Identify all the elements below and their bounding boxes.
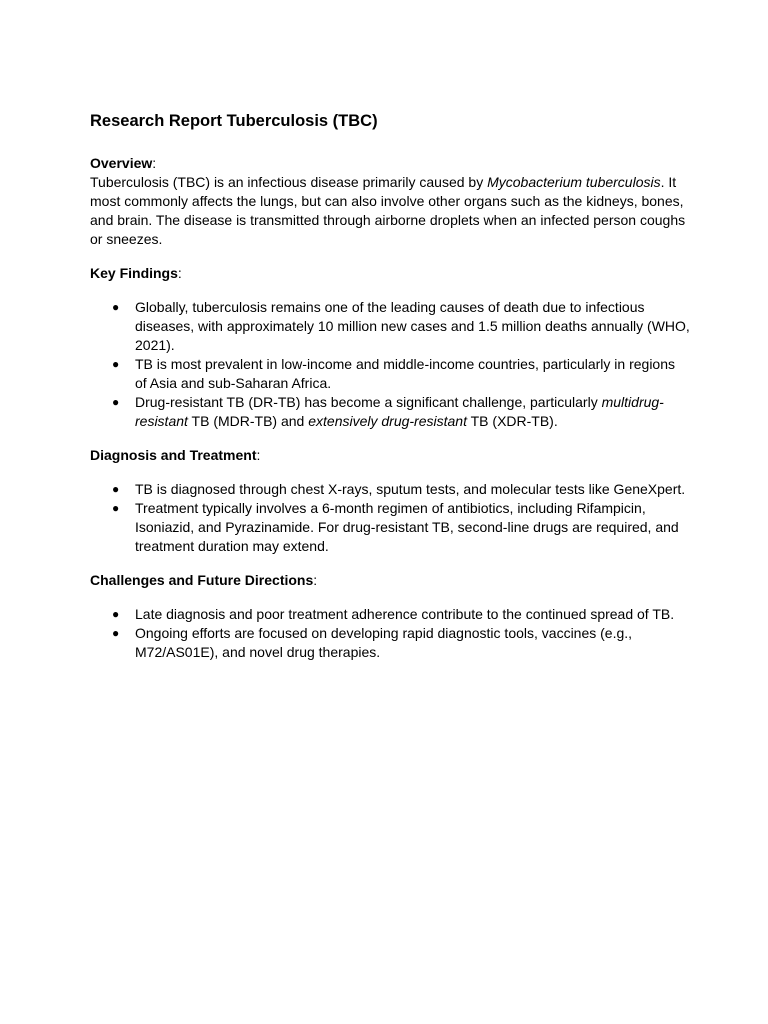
bullet-icon: ● [112,626,120,640]
overview-text-b: . It most commonly affects the lungs, but can also involve other organs such as the kidneys, bones, and brain. The disease is transmitted through airborne droplets when an infected person coughs or sneezes. [90,174,686,247]
list-item-text: Late diagnosis and poor treatment adherence contribute to the continued spread of TB. [135,606,675,622]
list-item-text: Treatment typically involves a 6-month regimen of antibiotics, including Rifampicin, Isoniazid, and Pyrazinamide. For drug-resistant TB, second-line drugs are required, and treatment duration may extend. [135,500,679,554]
key-findings-colon: : [177,265,182,281]
report-title: Research Report Tuberculosis (TBC) [90,112,378,130]
overview-paragraph [90,173,690,249]
list-item-text: Globally, tuberculosis remains one of the leading causes of death due to infectious diseases, with approximately 10 million new cases and 1.5 million deaths annually (WHO, 2021). [135,299,690,353]
diagnosis-heading-line [90,446,690,465]
list-item-text: TB is diagnosed through chest X-rays, sputum tests, and molecular tests like GeneXpert. [135,481,686,497]
list-item-text: TB is most prevalent in low-income and middle-income countries, particularly in regions of Asia and sub-Saharan Africa. [135,356,676,391]
mdr-term: multidrug-resistant [135,394,664,429]
challenges-colon: : [313,572,318,588]
list-item [90,480,690,499]
diagnosis-list [90,480,690,556]
overview-colon: : [152,155,157,171]
list-item-text: Ongoing efforts are focused on developing rapid diagnostic tools, vaccines (e.g., M72/AS01E), and novel drug therapies. [135,625,633,660]
diagnosis-colon: : [256,447,261,463]
xdr-term: extensively drug-resistant [308,413,467,429]
challenges-list [90,605,690,662]
list-item [90,624,690,662]
bullet-icon: ● [112,300,120,314]
list-item-text-a: Drug-resistant TB (DR-TB) has become a significant challenge, particularly [135,394,602,410]
overview-heading-line [90,154,690,173]
challenges-heading-line [90,571,690,590]
bullet-icon: ● [112,501,120,515]
challenges-heading: Challenges and Future Directions [90,572,314,588]
document-page [90,110,690,677]
list-item [90,605,690,624]
bullet-icon: ● [112,482,120,496]
overview-text-a: Tuberculosis (TBC) is an infectious disease primarily caused by [90,174,488,190]
bullet-icon: ● [112,395,120,409]
overview-heading: Overview [90,155,153,171]
list-item [90,499,690,556]
overview-pathogen-name: Mycobacterium tuberculosis [487,174,661,190]
bullet-icon: ● [112,607,120,621]
list-item [90,393,690,431]
key-findings-heading-line [90,264,690,283]
bullet-icon: ● [112,357,120,371]
list-item-text-c: TB (XDR-TB). [466,413,558,429]
diagnosis-heading: Diagnosis and Treatment [90,447,257,463]
key-findings-list [90,298,690,431]
list-item [90,355,690,393]
list-item-text-b: TB (MDR-TB) and [187,413,309,429]
key-findings-heading: Key Findings [90,265,178,281]
list-item [90,298,690,355]
